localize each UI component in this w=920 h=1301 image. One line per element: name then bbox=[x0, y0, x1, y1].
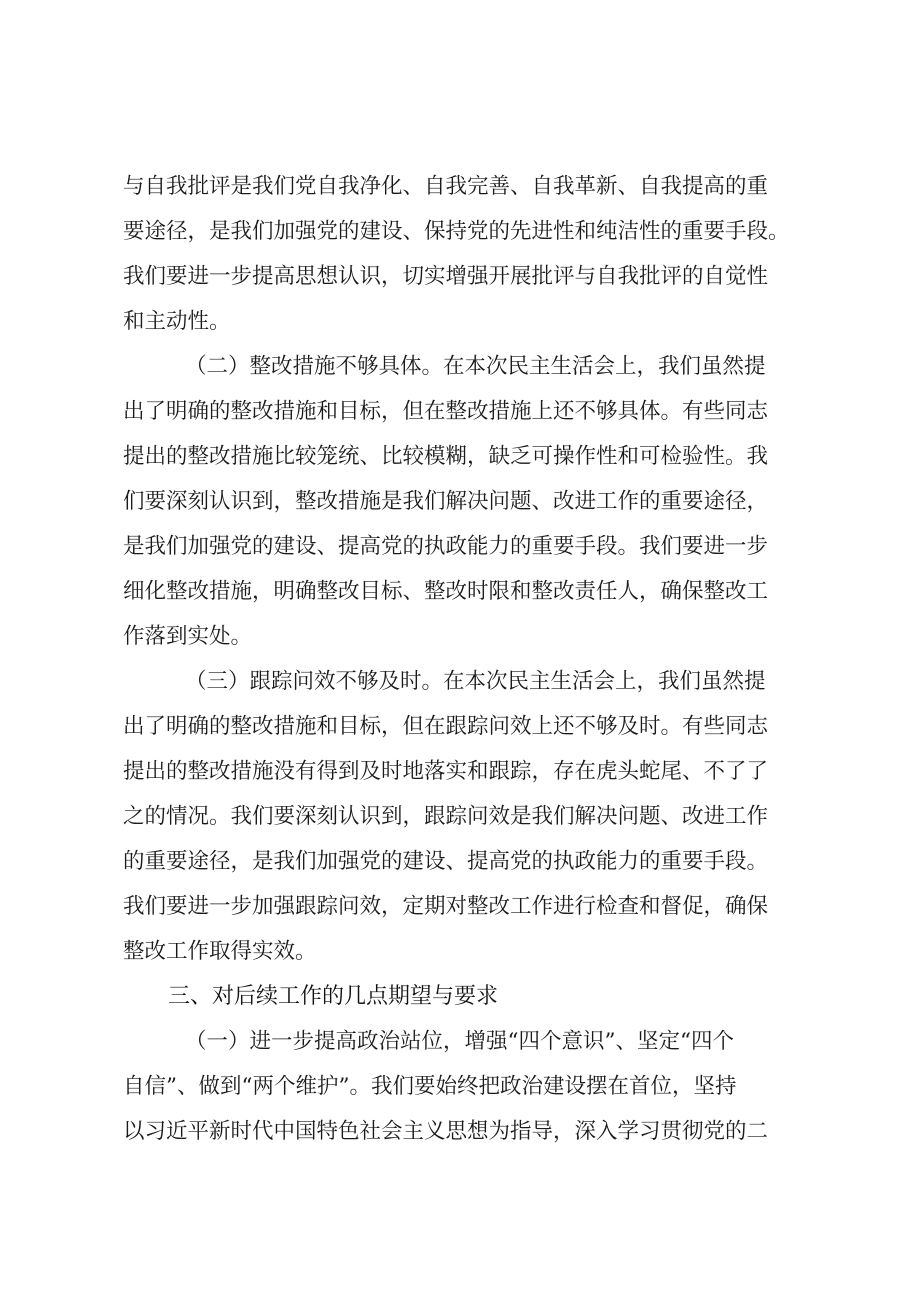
text-line: 自信”、做到“两个维护”。我们要始终把政治建设摆在首位，坚持 bbox=[123, 1074, 737, 1099]
text-line: 提出的整改措施没有得到及时地落实和跟踪，存在虎头蛇尾、不了了 bbox=[123, 759, 769, 784]
paragraph-first-line: （一）进一步提高政治站位，增强“四个意识”、坚定“四个 bbox=[185, 1029, 734, 1054]
text-line: 是我们加强党的建设、提高党的执政能力的重要手段。我们要进一步 bbox=[123, 534, 769, 559]
text-line: 之的情况。我们要深刻认识到，跟踪问效是我们解决问题、改进工作 bbox=[123, 804, 769, 829]
text-line: 要途径，是我们加强党的建设、保持党的先进性和纯洁性的重要手段。 bbox=[123, 219, 790, 244]
text-line: 我们要进一步提高思想认识，切实增强开展批评与自我批评的自觉性 bbox=[123, 264, 769, 289]
text-line: 出了明确的整改措施和目标，但在跟踪问效上还不够及时。有些同志 bbox=[123, 714, 769, 739]
section-heading: 三、对后续工作的几点期望与要求 bbox=[168, 984, 499, 1009]
text-line: 作落到实处。 bbox=[123, 624, 253, 649]
paragraph-first-line: （三）跟踪问效不够及时。在本次民主生活会上，我们虽然提 bbox=[185, 669, 766, 694]
text-line: 的重要途径，是我们加强党的建设、提高党的执政能力的重要手段。 bbox=[123, 849, 769, 874]
text-line: 我们要进一步加强跟踪问效，定期对整改工作进行检查和督促，确保 bbox=[123, 894, 769, 919]
text-line: 以习近平新时代中国特色社会主义思想为指导，深入学习贯彻党的二 bbox=[123, 1119, 769, 1144]
paragraph-first-line: （二）整改措施不够具体。在本次民主生活会上，我们虽然提 bbox=[185, 354, 766, 379]
text-line: 出了明确的整改措施和目标，但在整改措施上还不够具体。有些同志 bbox=[123, 399, 769, 424]
text-line: 整改工作取得实效。 bbox=[123, 939, 317, 964]
text-line: 细化整改措施，明确整改目标、整改时限和整改责任人，确保整改工 bbox=[123, 579, 769, 604]
text-line: 与自我批评是我们党自我净化、自我完善、自我革新、自我提高的重 bbox=[123, 174, 769, 199]
text-line: 们要深刻认识到，整改措施是我们解决问题、改进工作的重要途径， bbox=[123, 489, 769, 514]
text-line: 提出的整改措施比较笼统、比较模糊，缺乏可操作性和可检验性。我 bbox=[123, 444, 769, 469]
text-line: 和主动性。 bbox=[123, 309, 231, 334]
